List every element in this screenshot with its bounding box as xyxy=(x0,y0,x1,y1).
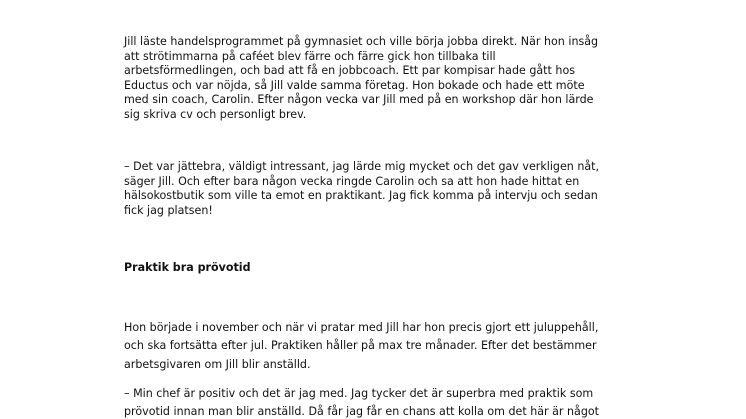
paragraph-november xyxy=(124,319,624,374)
text-line: säger Jill. Och efter bara någon vecka ringde Carolin och sa att hon hade hittat en xyxy=(124,174,580,188)
text-line: sig skriva cv och personligt brev. xyxy=(124,107,307,121)
text-line: Jill läste handelsprogrammet på gymnasiet och ville börja jobba direkt. När hon insåg xyxy=(124,35,599,48)
text-line: – Det var jättebra, väldigt intressant, jag lärde mig mycket och det gav verkligen nåt, xyxy=(124,160,600,173)
text-line: – Min chef är positiv och det är jag med. Jag tycker det är superbra med praktik som xyxy=(124,387,594,400)
text-line: att strötimmarna på caféet blev färre och färre gick hon tillbaka till xyxy=(124,49,496,63)
paragraph-quote-1 xyxy=(124,160,624,218)
paragraph-intro xyxy=(124,35,624,123)
text-line: arbetsgivaren om Jill blir anställd. xyxy=(124,357,311,371)
text-line: och ska fortsätta efter jul. Praktiken håller på max tre månader. Efter det bestämmer xyxy=(124,339,597,353)
paragraph-quote-2 xyxy=(124,385,624,419)
section-heading: Praktik bra prövotid xyxy=(124,261,251,274)
text-line: Hon började i november och när vi pratar med Jill har hon precis gjort ett juluppehåll, xyxy=(124,321,599,334)
text-line: arbetsförmedlingen, och bad att få en jobbcoach. Ett par kompisar hade gått hos xyxy=(124,64,576,78)
text-line: prövotid innan man blir anställd. Då får jag får en chans att kolla om det här är något xyxy=(124,405,600,419)
text-line: Eductus och var nöjda, så Jill valde samma företag. Hon bokade och hade ett möte xyxy=(124,78,585,92)
text-line: hälsokostbutik som ville ta emot en praktikant. Jag fick komma på intervju och sedan xyxy=(124,189,598,203)
text-line: fick jag platsen! xyxy=(124,203,213,217)
text-line: med sin coach, Carolin. Efter någon vecka var Jill med på en workshop där hon lärde xyxy=(124,93,594,107)
